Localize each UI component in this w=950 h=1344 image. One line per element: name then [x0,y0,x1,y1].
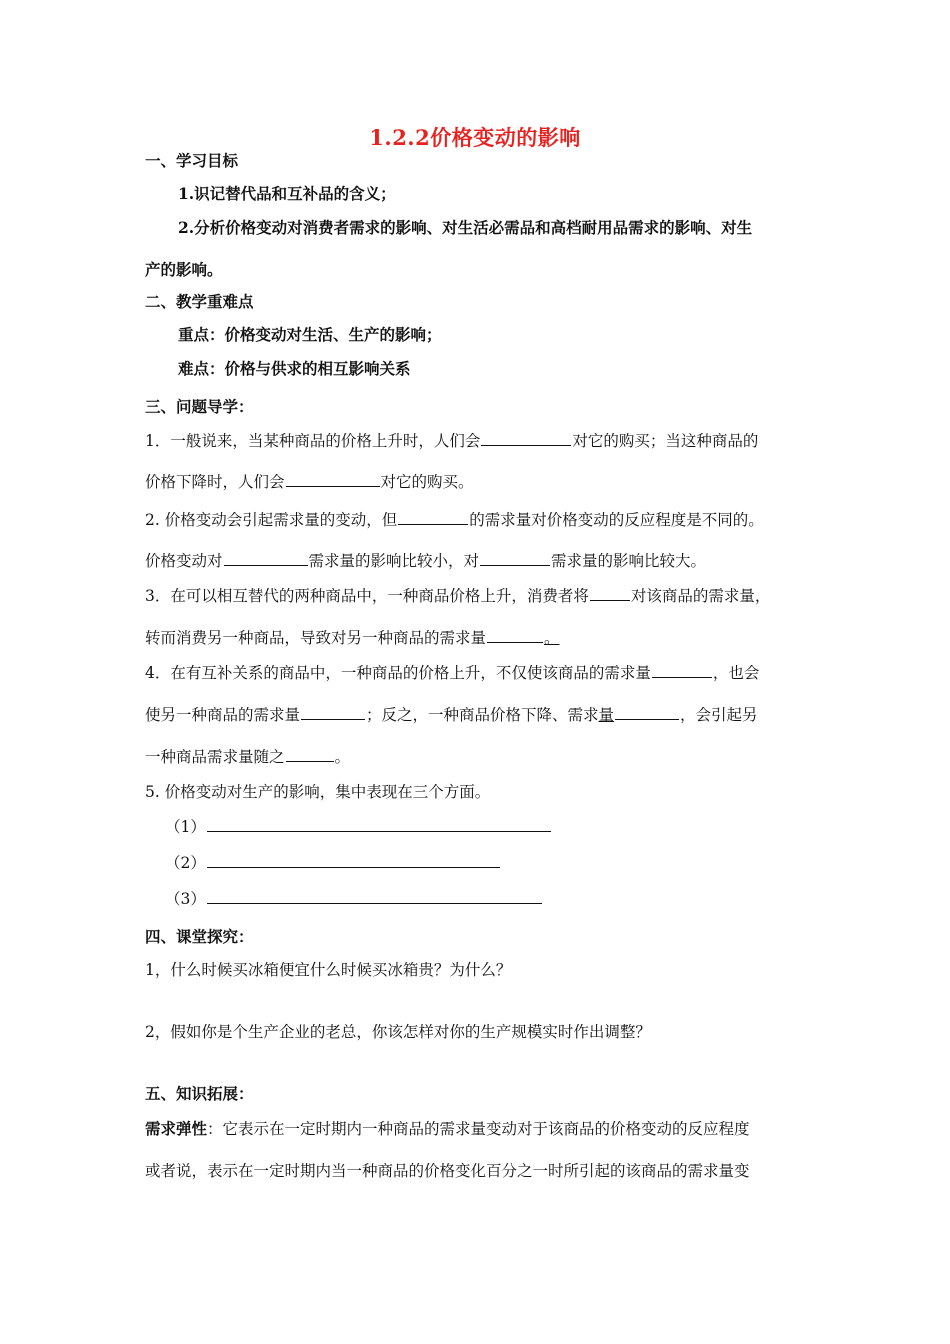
question-4-line-3 [145,745,350,767]
answer-blank[interactable] [286,472,380,487]
q2a-text-post: 的需求量对价格变动的反应程度是不同的。 [469,511,764,529]
q1b-text-pre: 价格下降时，人们会 [145,473,285,491]
q4a-text-post: ，也会 [712,664,760,682]
goal-item-2-line-2: 产的影响。 [145,260,223,279]
inquiry-question-1: 1，什么时候买冰箱便宜什么时候买冰箱贵？为什么？ [145,961,512,979]
q4b-text-pre: 使另一种商品的需求量 [145,706,301,724]
question-5-item-3 [165,887,543,909]
q1a-text-pre: 1．一般说来，当某种商品的价格上升时，人们会 [145,432,481,450]
q4b-text-mid: ；反之，一种商品价格下降、需求 [366,706,599,724]
q1a-text-post: 对它的购买；当这种商品的 [572,432,759,450]
answer-blank[interactable] [224,551,308,566]
question-3-line-2 [145,626,560,648]
question-1-line-2 [145,470,474,492]
answer-blank[interactable] [207,853,500,868]
page-title: 1.2.2价格变动的影响 [369,125,581,150]
question-4-line-1 [145,661,759,683]
q5-label-2: （2） [165,854,206,872]
q3a-text-pre: 3．在可以相互替代的两种商品中，一种商品价格上升，消费者将 [145,587,589,605]
goal-item-1: 1.识记替代品和互补品的含义； [178,184,396,203]
q2b-text-pre: 价格变动对 [145,552,223,570]
key-point: 重点：价格变动对生活、生产的影响； [178,325,442,344]
q1b-text-post: 对它的购买。 [380,473,474,491]
extension-paragraph-line-2: 或者说，表示在一定时期内当一种商品的价格变化百分之一时所引起的该商品的需求量变 [145,1162,750,1180]
question-2-line-2 [145,549,706,571]
question-1-line-1 [145,429,758,451]
answer-blank[interactable] [652,663,712,678]
extension-paragraph-line-1 [145,1117,750,1139]
q4b-underlined-char: 量 [598,706,615,724]
section-heading-goals: 一、学习目标 [145,151,239,170]
section-heading-guided-questions: 三、问题导学： [145,397,254,416]
answer-blank[interactable] [481,431,571,446]
q5-label-3: （3） [165,890,206,908]
q3b-text-post: 。 [544,629,560,647]
q4b-text-post: ，会引起另 [680,706,758,724]
q3b-text-pre: 转而消费另一种商品，导致对另一种商品的需求量 [145,629,487,647]
question-4-line-2 [145,703,758,725]
difficult-point: 难点：价格与供求的相互影响关系 [178,359,411,378]
answer-blank[interactable] [301,705,365,720]
answer-blank[interactable] [398,510,468,525]
answer-blank[interactable] [480,551,550,566]
q4c-text-post: 。 [334,748,351,766]
question-2-line-1 [145,508,764,530]
answer-blank[interactable] [207,889,542,904]
answer-blank[interactable] [590,586,630,601]
q3a-text-post: 对该商品的需求量， [630,587,771,605]
answer-blank[interactable] [286,747,334,762]
extension-text-1: ：它表示在一定时期内一种商品的需求量变动对于该商品的价格变动的反应程度 [207,1120,750,1138]
goal-item-2-line-1: 2.分析价格变动对消费者需求的影响、对生活必需品和高档耐用品需求的影响、对生 [178,218,753,237]
section-heading-key-points: 二、教学重难点 [145,292,254,311]
question-5: 5. 价格变动对生产的影响，集中表现在三个方面。 [145,783,491,801]
q4c-text-pre: 一种商品需求量随之 [145,748,285,766]
q4a-text-pre: 4．在有互补关系的商品中，一种商品的价格上升，不仅使该商品的需求量 [145,664,651,682]
q2b-text-mid: 需求量的影响比较小，对 [308,552,480,570]
section-heading-class-inquiry: 四、课堂探究： [145,927,254,946]
question-3-line-1 [145,584,770,606]
section-heading-knowledge-extension: 五、知识拓展： [145,1084,254,1103]
q5-label-1: （1） [165,818,206,836]
q2a-text-pre: 2. 价格变动会引起需求量的变动，但 [145,511,398,529]
q2b-text-post: 需求量的影响比较大。 [551,552,707,570]
term-demand-elasticity: 需求弹性 [145,1119,208,1138]
question-5-item-2 [165,851,501,873]
answer-blank[interactable] [207,817,551,832]
inquiry-question-2: 2，假如你是个生产企业的老总，你该怎样对你的生产规模实时作出调整？ [145,1023,651,1041]
answer-blank[interactable] [487,628,543,643]
question-5-item-1 [165,815,552,837]
answer-blank[interactable] [615,705,679,720]
